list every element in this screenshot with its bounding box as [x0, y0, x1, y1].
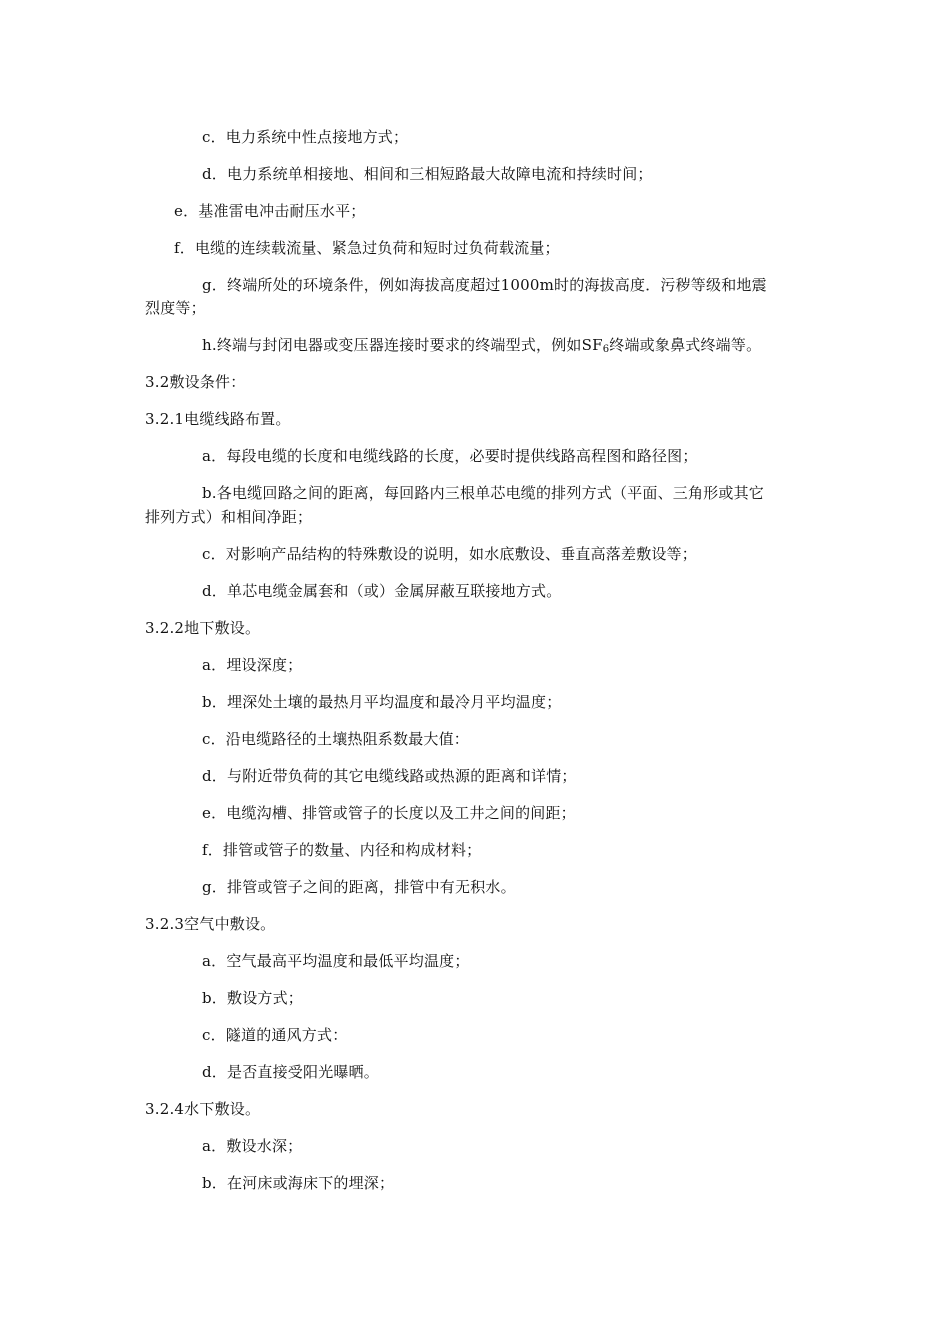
item-h-termination-type — [202, 334, 761, 356]
item-h-text-pre: h.终端与封闭电器或变压器连接时要求的终端型式，例如SF — [202, 336, 603, 354]
item-f-duct-quantity: f．排管或管子的数量、内径和构成材料； — [202, 841, 482, 859]
section-heading-3-2-1: 3.2.1电缆线路布置。 — [145, 410, 291, 428]
item-h-subscript: 6 — [602, 344, 610, 355]
section-heading-3-2-2: 3.2.2地下敷设。 — [145, 619, 261, 637]
item-a-water-depth: a．敷设水深； — [202, 1137, 303, 1155]
item-c-neutral-grounding: c．电力系统中性点接地方式； — [202, 128, 409, 146]
section-heading-3-2-3: 3.2.3空气中敷设。 — [145, 915, 276, 933]
item-b-circuit-distance-line2: 排列方式）和相间净距； — [145, 508, 313, 526]
item-g-duct-spacing: g．排管或管子之间的距离，排管中有无积水。 — [202, 878, 516, 896]
item-g-environment-line1: g．终端所处的环境条件，例如海拔高度超过1000m时的海拔高度．污秽等级和地震 — [202, 276, 767, 294]
item-c-soil-thermal-resistivity: c．沿电缆路径的土壤热阻系数最大值： — [202, 730, 470, 748]
item-f-ampacity: f．电缆的连续载流量、紧急过负荷和短时过负荷载流量； — [174, 239, 560, 257]
item-a-air-temperature: a．空气最高平均温度和最低平均温度； — [202, 952, 470, 970]
item-b-laying-method: b．敷设方式； — [202, 989, 304, 1007]
item-b-seabed-burial-depth: b．在河床或海床下的埋深； — [202, 1174, 395, 1192]
item-e-trench-duct-length: e．电缆沟槽、排管或管子的长度以及工井之间的间距； — [202, 804, 576, 822]
item-g-environment-line2: 烈度等； — [145, 299, 206, 317]
item-a-cable-length: a．每段电缆的长度和电缆线路的长度，必要时提供线路高程图和路径图； — [202, 447, 698, 465]
item-b-soil-temperature: b．埋深处土壤的最热月平均温度和最冷月平均温度； — [202, 693, 562, 711]
item-h-text-post: 终端或象鼻式终端等。 — [609, 336, 762, 354]
item-a-burial-depth: a．埋设深度； — [202, 656, 303, 674]
item-d-sunlight-exposure: d．是否直接受阳光曝晒。 — [202, 1063, 380, 1081]
item-e-lightning-impulse: e．基准雷电冲击耐压水平； — [174, 202, 366, 220]
item-d-sheath-bonding: d．单芯电缆金属套和（或）金属屏蔽互联接地方式。 — [202, 582, 562, 600]
item-c-special-laying: c．对影响产品结构的特殊敷设的说明，如水底敷设、垂直高落差敷设等； — [202, 545, 698, 563]
item-b-circuit-distance-line1: b.各电缆回路之间的距离，每回路内三根单芯电缆的排列方式（平面、三角形或其它 — [202, 484, 764, 502]
item-d-fault-current: d．电力系统单相接地、相间和三相短路最大故障电流和持续时间； — [202, 165, 653, 183]
section-heading-3-2-4: 3.2.4水下敷设。 — [145, 1100, 261, 1118]
item-d-nearby-heat-sources: d．与附近带负荷的其它电缆线路或热源的距离和详情； — [202, 767, 577, 785]
section-heading-3-2: 3.2敷设条件： — [145, 373, 246, 391]
item-c-tunnel-ventilation: c．隧道的通风方式： — [202, 1026, 348, 1044]
